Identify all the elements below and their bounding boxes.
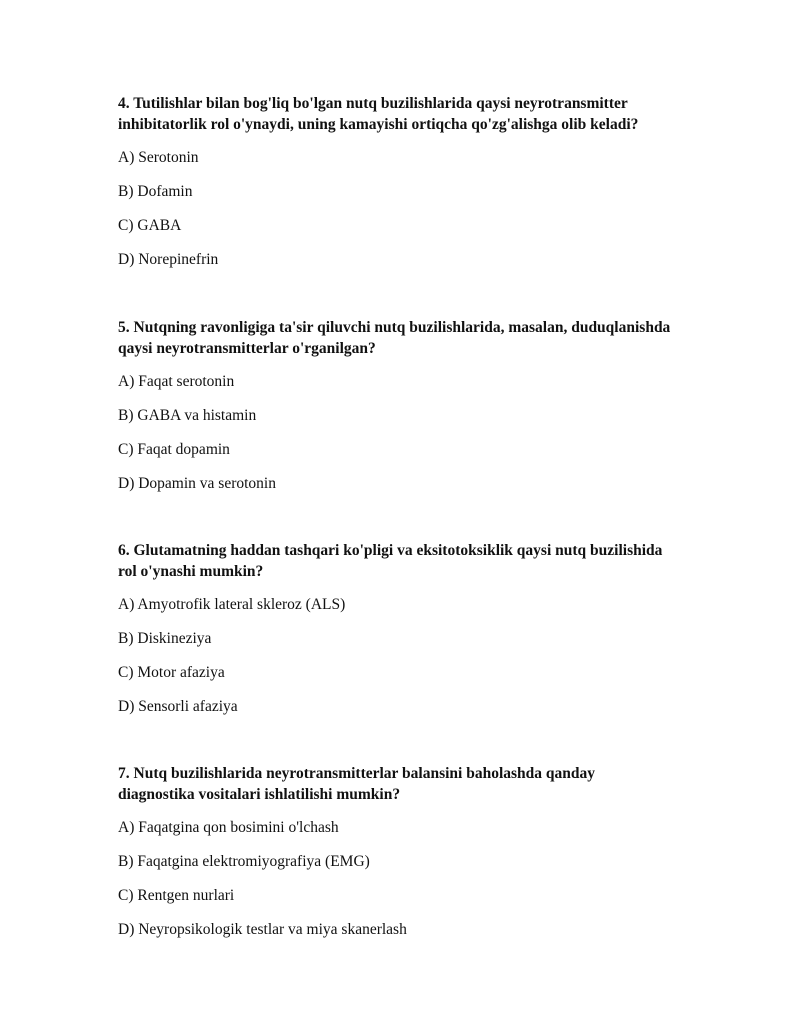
question-text: 5. Nutqning ravonligiga ta'sir qiluvchi nutq buzilishlarida, masalan, duduqlanishda qaysi neyrotransmitterlar o'rganilgan? bbox=[118, 319, 671, 357]
option-d: D) Norepinefrin bbox=[118, 251, 219, 268]
option-d: D) Neyropsikologik testlar va miya skanerlash bbox=[118, 921, 407, 938]
question-text: 4. Tutilishlar bilan bog'liq bo'lgan nutq buzilishlarida qaysi neyrotransmitter inhibitatorlik rol o'ynaydi, uning kamayishi ortiqcha qo'zg'alishga olib keladi? bbox=[118, 95, 639, 133]
option-c: C) Rentgen nurlari bbox=[118, 887, 235, 904]
option-b: B) Dofamin bbox=[118, 183, 193, 200]
option-b: B) GABA va histamin bbox=[118, 407, 257, 424]
option-a: A) Amyotrofik lateral skleroz (ALS) bbox=[118, 596, 346, 613]
option-b: B) Faqatgina elektromiyografiya (EMG) bbox=[118, 853, 370, 870]
question-5 bbox=[118, 317, 698, 492]
option-a: A) Serotonin bbox=[118, 149, 199, 166]
option-d: D) Sensorli afaziya bbox=[118, 698, 238, 715]
question-text: 6. Glutamatning haddan tashqari ko'pligi va eksitotoksiklik qaysi nutq buzilishida rol o'ynashi mumkin? bbox=[118, 542, 663, 580]
option-b: B) Diskineziya bbox=[118, 630, 212, 647]
option-d: D) Dopamin va serotonin bbox=[118, 475, 276, 492]
question-4 bbox=[118, 93, 698, 268]
option-a: A) Faqatgina qon bosimini o'lchash bbox=[118, 819, 339, 836]
option-c: C) GABA bbox=[118, 217, 182, 234]
option-c: C) Motor afaziya bbox=[118, 664, 225, 681]
question-7 bbox=[118, 763, 698, 938]
option-c: C) Faqat dopamin bbox=[118, 441, 230, 458]
question-text: 7. Nutq buzilishlarida neyrotransmitterlar balansini baholashda qanday diagnostika vositalari ishlatilishi mumkin? bbox=[118, 765, 596, 803]
question-6 bbox=[118, 540, 698, 715]
option-a: A) Faqat serotonin bbox=[118, 373, 235, 390]
